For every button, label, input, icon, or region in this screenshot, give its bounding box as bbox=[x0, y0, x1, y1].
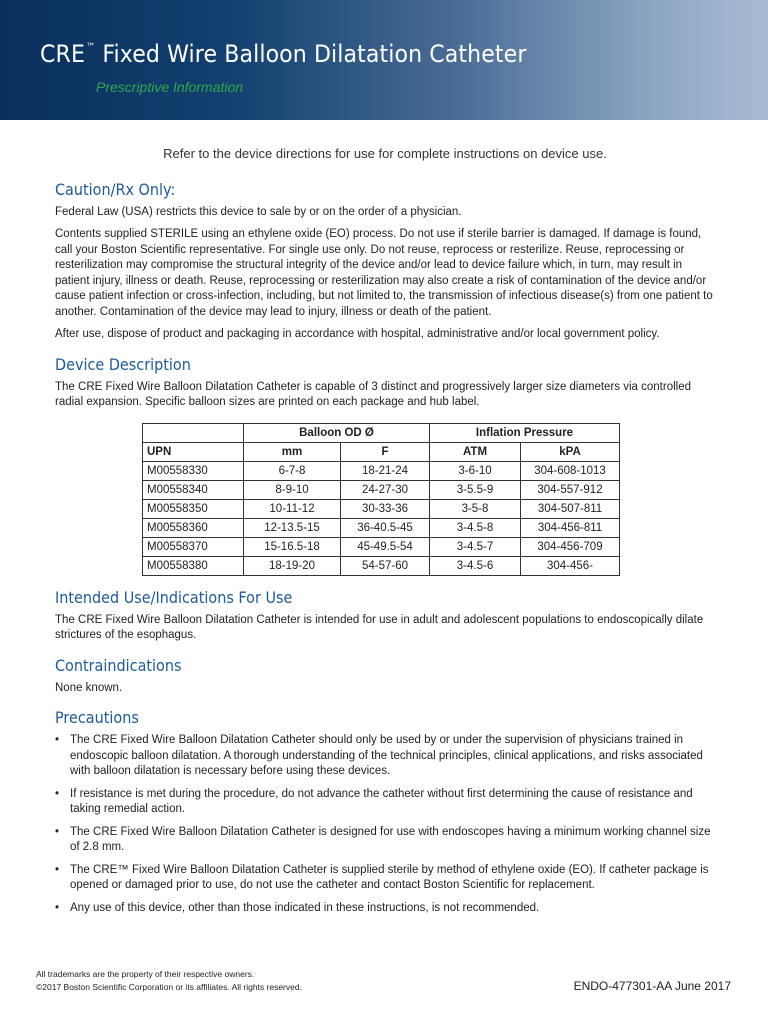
cell-kpa: 304-456-811 bbox=[521, 518, 620, 537]
table-row bbox=[143, 480, 620, 499]
footer-legal bbox=[36, 968, 302, 994]
cell-upn: M00558340 bbox=[143, 480, 244, 499]
document-body bbox=[55, 146, 715, 928]
trademark-notice: All trademarks are the property of their respective owners. bbox=[36, 969, 255, 979]
header-inflation-pressure: Inflation Pressure bbox=[430, 423, 620, 442]
cell-atm: 3-4.5-6 bbox=[430, 556, 521, 575]
cell-kpa: 304-557-912 bbox=[521, 480, 620, 499]
caution-paragraph-2: Contents supplied STERILE using an ethylene oxide (EO) process. Do not use if sterile barrier is damaged. If damage is found, call your Boston Scientific representative. For single use only. Do not reuse, reprocess or resterilize. Reuse, reprocessing or resterilization may compromise the structural integrity of the device and/or lead to device failure which, in turn, may result in patient injury, illness or death. Reuse, reprocessing or resterilization may also create a risk of contamination of the device and/or cause patient infection or cross-infection, including, but not limited to, the transmission of infectious disease(s) from one patient to another. Contamination of the device may lead to injury, illness or death of the patient. bbox=[55, 228, 713, 318]
table-row bbox=[143, 537, 620, 556]
list-item bbox=[55, 825, 715, 856]
page-subtitle: Prescriptive Information bbox=[96, 79, 244, 95]
cell-upn: M00558350 bbox=[143, 499, 244, 518]
cell-f: 30-33-36 bbox=[341, 499, 430, 518]
list-item-text: Any use of this device, other than those indicated in these instructions, is not recommended. bbox=[70, 901, 540, 914]
section-precautions bbox=[55, 708, 715, 916]
list-item-text: The CRE Fixed Wire Balloon Dilatation Catheter should only be used by or under the supervision of physicians trained in endoscopic balloon dilatation. A thorough understanding of the technical principles, clinical applications, and risks associated with balloon dilatation is necessary before using these devices. bbox=[70, 734, 703, 777]
list-item bbox=[55, 733, 715, 780]
cell-f: 18-21-24 bbox=[341, 461, 430, 480]
table-column-header-row bbox=[143, 442, 620, 461]
list-item bbox=[55, 901, 715, 917]
section-caution bbox=[55, 180, 715, 343]
caution-paragraph-1: Federal Law (USA) restricts this device to sale by or on the order of a physician. bbox=[55, 205, 462, 218]
document-code: ENDO-477301-AA June 2017 bbox=[573, 979, 731, 993]
balloon-size-table bbox=[142, 423, 620, 576]
cell-kpa: 304-456-709 bbox=[521, 537, 620, 556]
list-item-text: The CRE Fixed Wire Balloon Dilatation Catheter is designed for use with endoscopes having a minimum working channel size of 2.8 mm. bbox=[70, 825, 711, 853]
cell-mm: 8-9-10 bbox=[244, 480, 341, 499]
header-mm: mm bbox=[244, 442, 341, 461]
cell-kpa: 304-608-1013 bbox=[521, 461, 620, 480]
intro-text: Refer to the device directions for use for complete instructions on device use. bbox=[163, 146, 607, 161]
bullet-icon: • bbox=[55, 734, 60, 746]
cell-upn: M00558380 bbox=[143, 556, 244, 575]
intended-use-heading: Intended Use/Indications For Use bbox=[55, 587, 293, 607]
caution-paragraph-3: After use, dispose of product and packaging in accordance with hospital, administrative and/or local government policy. bbox=[55, 328, 660, 340]
header-banner bbox=[0, 0, 768, 120]
header-kpa: kPA bbox=[521, 442, 620, 461]
description-heading: Device Description bbox=[55, 354, 191, 374]
cell-mm: 18-19-20 bbox=[244, 556, 341, 575]
description-paragraph: The CRE Fixed Wire Balloon Dilatation Catheter is capable of 3 distinct and progressively larger size diameters via controlled radial expansion. Specific balloon sizes are printed on each package and hub label. bbox=[55, 380, 691, 408]
cell-mm: 6-7-8 bbox=[244, 461, 341, 480]
cell-atm: 3-4.5-7 bbox=[430, 537, 521, 556]
table-row bbox=[143, 499, 620, 518]
table-corner-cell bbox=[143, 423, 244, 442]
trademark-symbol: ™ bbox=[85, 42, 96, 53]
cell-f: 24-27-30 bbox=[341, 480, 430, 499]
cell-upn: M00558330 bbox=[143, 461, 244, 480]
section-intended-use bbox=[55, 588, 715, 644]
contraindications-heading: Contraindications bbox=[55, 655, 182, 675]
cell-mm: 15-16.5-18 bbox=[244, 537, 341, 556]
contraindications-paragraph: None known. bbox=[55, 681, 123, 694]
header-balloon-od: Balloon OD Ø bbox=[244, 423, 430, 442]
table-row bbox=[143, 556, 620, 575]
cell-atm: 3-5-8 bbox=[430, 499, 521, 518]
cell-atm: 3-5.5-9 bbox=[430, 480, 521, 499]
header-f: F bbox=[341, 442, 430, 461]
cell-f: 45-49.5-54 bbox=[341, 537, 430, 556]
caution-heading: Caution/Rx Only: bbox=[55, 179, 176, 199]
page-title: CRE™ Fixed Wire Balloon Dilatation Catheter bbox=[40, 40, 527, 68]
cell-upn: M00558360 bbox=[143, 518, 244, 537]
bullet-icon: • bbox=[55, 787, 60, 800]
table-group-header-row bbox=[143, 423, 620, 442]
cell-atm: 3-6-10 bbox=[430, 461, 521, 480]
header-upn: UPN bbox=[143, 442, 244, 461]
cell-atm: 3-4.5-8 bbox=[430, 518, 521, 537]
cell-mm: 10-11-12 bbox=[244, 499, 341, 518]
precautions-heading: Precautions bbox=[55, 708, 139, 727]
list-item bbox=[55, 863, 715, 894]
list-item-text: The CRE™ Fixed Wire Balloon Dilatation Catheter is supplied sterile by method of ethylene oxide (EO). If catheter package is opened or damaged prior to use, do not use the catheter and contact Boston Scientific for replacement. bbox=[70, 863, 709, 891]
cell-kpa: 304-456- bbox=[521, 556, 620, 575]
bullet-icon: • bbox=[55, 863, 60, 876]
cell-mm: 12-13.5-15 bbox=[244, 518, 341, 537]
bullet-icon: • bbox=[55, 825, 60, 838]
list-item-text: If resistance is met during the procedure, do not advance the catheter without first determining the cause of resistance and taking remedial action. bbox=[70, 787, 693, 815]
cell-kpa: 304-507-811 bbox=[521, 499, 620, 518]
precautions-list bbox=[55, 733, 715, 916]
table-row bbox=[143, 461, 620, 480]
intended-use-paragraph: The CRE Fixed Wire Balloon Dilatation Catheter is intended for use in adult and adolescent populations to endoscopically dilate strictures of the esophagus. bbox=[55, 613, 704, 641]
section-device-description bbox=[55, 355, 715, 576]
bullet-icon: • bbox=[55, 901, 60, 914]
cell-f: 36-40.5-45 bbox=[341, 518, 430, 537]
table-row bbox=[143, 518, 620, 537]
list-item bbox=[55, 787, 715, 818]
header-atm: ATM bbox=[430, 442, 521, 461]
section-contraindications bbox=[55, 656, 715, 697]
cell-f: 54-57-60 bbox=[341, 556, 430, 575]
copyright-notice: ©2017 Boston Scientific Corporation or its affiliates. All rights reserved. bbox=[36, 982, 302, 992]
cell-upn: M00558370 bbox=[143, 537, 244, 556]
